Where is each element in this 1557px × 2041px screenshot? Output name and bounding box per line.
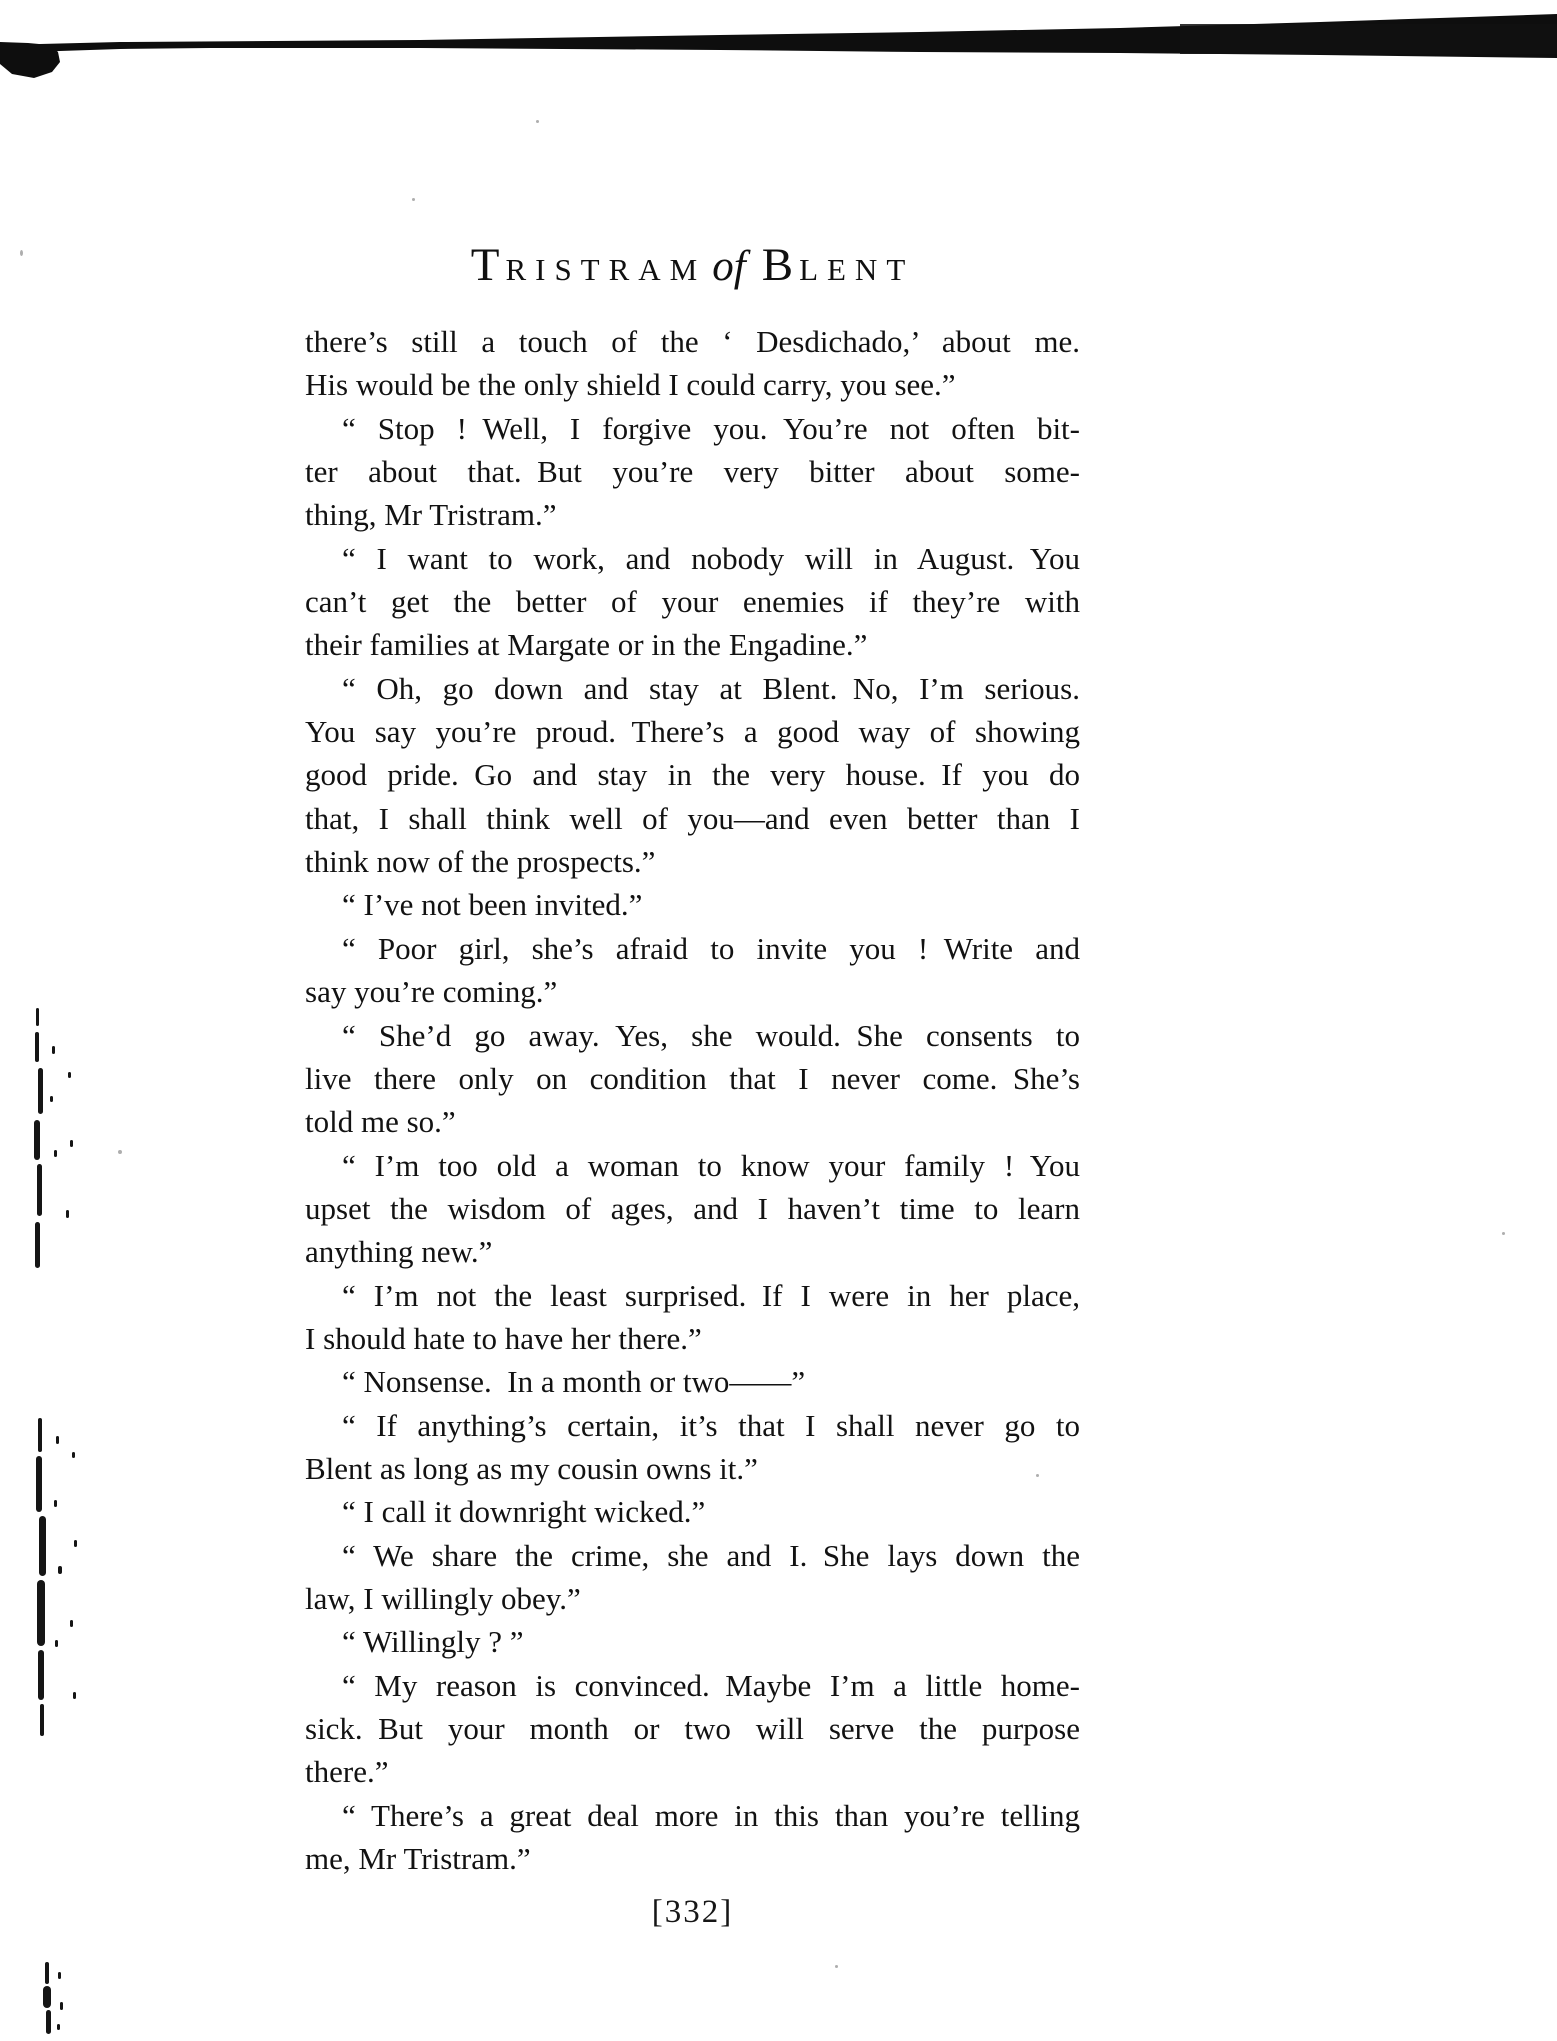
title-word2-initial: B <box>761 239 800 291</box>
title-word1-initial: T <box>470 239 506 291</box>
text-line: upset the wisdom of ages, and I haven’t time to learn <box>305 1190 1080 1226</box>
text-line: law, I willingly obey.” <box>305 1580 581 1616</box>
text-line: “ I call it downright wicked.” <box>342 1494 706 1530</box>
text-line: there’s still a touch of the ‘ Desdichado,’ about me. <box>305 324 1080 359</box>
title-connector: of <box>712 243 746 290</box>
text-line: told me so.” <box>305 1104 456 1140</box>
text-line: “ If anything’s certain, it’s that I shall never go to <box>342 1407 1080 1443</box>
text-line: say you’re coming.” <box>305 974 558 1010</box>
text-line: “ Willingly ? ” <box>342 1624 524 1660</box>
text-line: Blent as long as my cousin owns it.” <box>305 1450 758 1486</box>
text-line: think now of the prospects.” <box>305 844 656 880</box>
text-line: sick. But your month or two will serve the purpose <box>305 1711 1080 1746</box>
text-line: “ Stop ! Well, I forgive you. You’re not often bit- <box>342 410 1080 446</box>
text-line: “ Poor girl, she’s afraid to invite you ! Write and <box>342 930 1080 966</box>
scan-speck <box>1502 1232 1505 1235</box>
text-line: live there only on condition that I never come. She’s <box>305 1060 1080 1096</box>
text-line: good pride. Go and stay in the very house. If you do <box>305 757 1080 793</box>
text-line: there.” <box>305 1754 389 1790</box>
text-line: that, I shall think well of you—and even better than I <box>305 800 1080 836</box>
scan-artifact-top-band <box>0 0 1557 90</box>
text-line: “ Nonsense. In a month or two——” <box>342 1364 806 1400</box>
body-text-block <box>305 320 1080 1880</box>
text-line: their families at Margate or in the Engadine.” <box>305 627 868 663</box>
text-line: His would be the only shield I could carry, you see.” <box>305 367 956 403</box>
text-line: “ I want to work, and nobody will in August. You <box>342 540 1080 576</box>
text-line: anything new.” <box>305 1234 493 1270</box>
text-line: “ She’d go away. Yes, she would. She consents to <box>342 1017 1080 1053</box>
text-line: “ We share the crime, she and I. She lays down the <box>342 1537 1080 1573</box>
text-line: “ I’m too old a woman to know your family ! You <box>342 1147 1080 1183</box>
text-line: can’t get the better of your enemies if they’re with <box>305 584 1080 620</box>
text-line: me, Mr Tristram.” <box>305 1841 531 1877</box>
text-line: “ I’m not the least surprised. If I were in her place, <box>342 1277 1080 1313</box>
scan-artifact-left-margin <box>0 0 110 2041</box>
scan-speck <box>20 250 23 256</box>
title-word2-rest: LENT <box>799 252 915 287</box>
scan-speck <box>536 120 539 123</box>
text-line: ter about that. But you’re very bitter about some- <box>305 454 1080 490</box>
text-line: I should hate to have her there.” <box>305 1320 702 1356</box>
scan-speck <box>412 198 415 201</box>
title-word1-rest: RISTRAM <box>505 252 707 287</box>
text-line: You say you’re proud. There’s a good way of showing <box>305 714 1080 750</box>
text-line: “ My reason is convinced. Maybe I’m a little home- <box>342 1667 1080 1703</box>
scan-speck <box>118 1150 122 1154</box>
text-line: “ There’s a great deal more in this than you’re telling <box>342 1797 1080 1833</box>
text-line: thing, Mr Tristram.” <box>305 497 557 533</box>
text-line: “ Oh, go down and stay at Blent. No, I’m serious. <box>342 670 1080 706</box>
scan-speck <box>835 1965 838 1968</box>
text-line: “ I’ve not been invited.” <box>342 887 643 923</box>
page-number: [332] <box>651 1894 734 1930</box>
page-title <box>305 238 1080 292</box>
